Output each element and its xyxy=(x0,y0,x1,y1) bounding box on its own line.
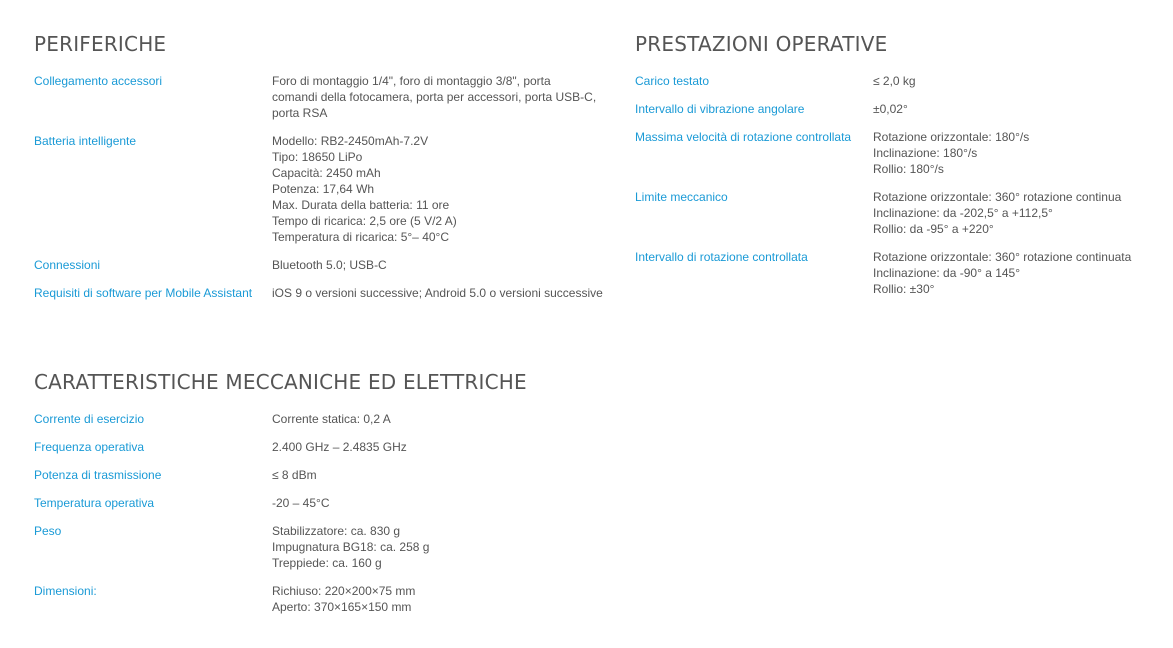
spec-label: Connessioni xyxy=(34,258,101,272)
spec-value: Rotazione orizzontale: 180°/s Inclinazione: 180°/s Rollio: 180°/s xyxy=(873,130,1030,176)
section-title-periferiche: PERIFERICHE xyxy=(34,32,167,56)
spec-list-prestazioni xyxy=(635,73,1173,297)
spec-label: Requisiti di software per Mobile Assistant xyxy=(34,286,253,300)
spec-label: Massima velocità di rotazione controllata xyxy=(635,130,852,144)
spec-value: ≤ 8 dBm xyxy=(272,468,317,482)
spec-row-requisiti-software xyxy=(34,285,614,301)
spec-value: Rotazione orizzontale: 360° rotazione continua Inclinazione: da -202,5° a +112,5° Rollio: da -95° a +220° xyxy=(873,190,1122,236)
section-prestazioni-operative xyxy=(635,32,1173,309)
spec-label: Dimensioni: xyxy=(34,584,97,598)
spec-list-periferiche xyxy=(34,73,614,301)
spec-value: Rotazione orizzontale: 360° rotazione continuata Inclinazione: da -90° a 145° Rollio: ±30° xyxy=(873,250,1132,296)
spec-label: Intervallo di rotazione controllata xyxy=(635,250,808,264)
spec-row-collegamento-accessori xyxy=(34,73,614,121)
spec-value: Richiuso: 220×200×75 mm Aperto: 370×165×150 mm xyxy=(272,584,416,614)
spec-row-frequenza-operativa xyxy=(34,439,614,455)
spec-value: ≤ 2,0 kg xyxy=(873,74,916,88)
spec-row-dimensioni xyxy=(34,583,614,615)
spec-list-meccaniche xyxy=(34,411,614,615)
spec-label: Limite meccanico xyxy=(635,190,728,204)
spec-value: Corrente statica: 0,2 A xyxy=(272,412,391,426)
section-caratteristiche-meccaniche xyxy=(34,370,614,627)
spec-label: Temperatura operativa xyxy=(34,496,155,510)
spec-row-limite-meccanico xyxy=(635,189,1173,237)
section-periferiche xyxy=(34,32,614,313)
spec-row-temperatura-operativa xyxy=(34,495,614,511)
spec-row-peso xyxy=(34,523,614,571)
spec-value: ±0,02° xyxy=(873,102,908,116)
spec-value: -20 – 45°C xyxy=(272,496,330,510)
spec-label: Intervallo di vibrazione angolare xyxy=(635,102,805,116)
spec-label: Peso xyxy=(34,524,62,538)
spec-row-potenza-trasmissione xyxy=(34,467,614,483)
spec-label: Carico testato xyxy=(635,74,710,88)
spec-value: Stabilizzatore: ca. 830 g Impugnatura BG18: ca. 258 g Treppiede: ca. 160 g xyxy=(272,524,430,570)
spec-row-corrente-esercizio xyxy=(34,411,614,427)
spec-value: 2.400 GHz – 2.4835 GHz xyxy=(272,440,407,454)
section-title-prestazioni: PRESTAZIONI OPERATIVE xyxy=(635,32,888,56)
spec-row-velocita-rotazione xyxy=(635,129,1173,177)
spec-row-rotazione-controllata xyxy=(635,249,1173,297)
spec-row-batteria-intelligente xyxy=(34,133,614,245)
spec-row-vibrazione-angolare xyxy=(635,101,1173,117)
spec-label: Frequenza operativa xyxy=(34,440,145,454)
spec-label: Collegamento accessori xyxy=(34,74,163,88)
spec-value: iOS 9 o versioni successive; Android 5.0 o versioni successive xyxy=(272,286,603,300)
spec-value: Bluetooth 5.0; USB-C xyxy=(272,258,387,272)
spec-value: Modello: RB2-2450mAh-7.2V Tipo: 18650 LiPo Capacità: 2450 mAh Potenza: 17,64 Wh Max. Durata della batteria: 11 ore Tempo di ricarica: 2,5 ore (5 V/2 A) Temperatura di ricarica: 5°– 40°C xyxy=(272,134,457,244)
spec-label: Potenza di trasmissione xyxy=(34,468,162,482)
spec-row-connessioni xyxy=(34,257,614,273)
section-title-meccaniche: CARATTERISTICHE MECCANICHE ED ELETTRICHE xyxy=(34,370,527,394)
spec-row-carico-testato xyxy=(635,73,1173,89)
spec-label: Corrente di esercizio xyxy=(34,412,145,426)
spec-value: Foro di montaggio 1/4", foro di montaggio 3/8", porta comandi della fotocamera, porta per accessori, porta USB-C, porta RSA xyxy=(272,74,597,120)
spec-label: Batteria intelligente xyxy=(34,134,137,148)
